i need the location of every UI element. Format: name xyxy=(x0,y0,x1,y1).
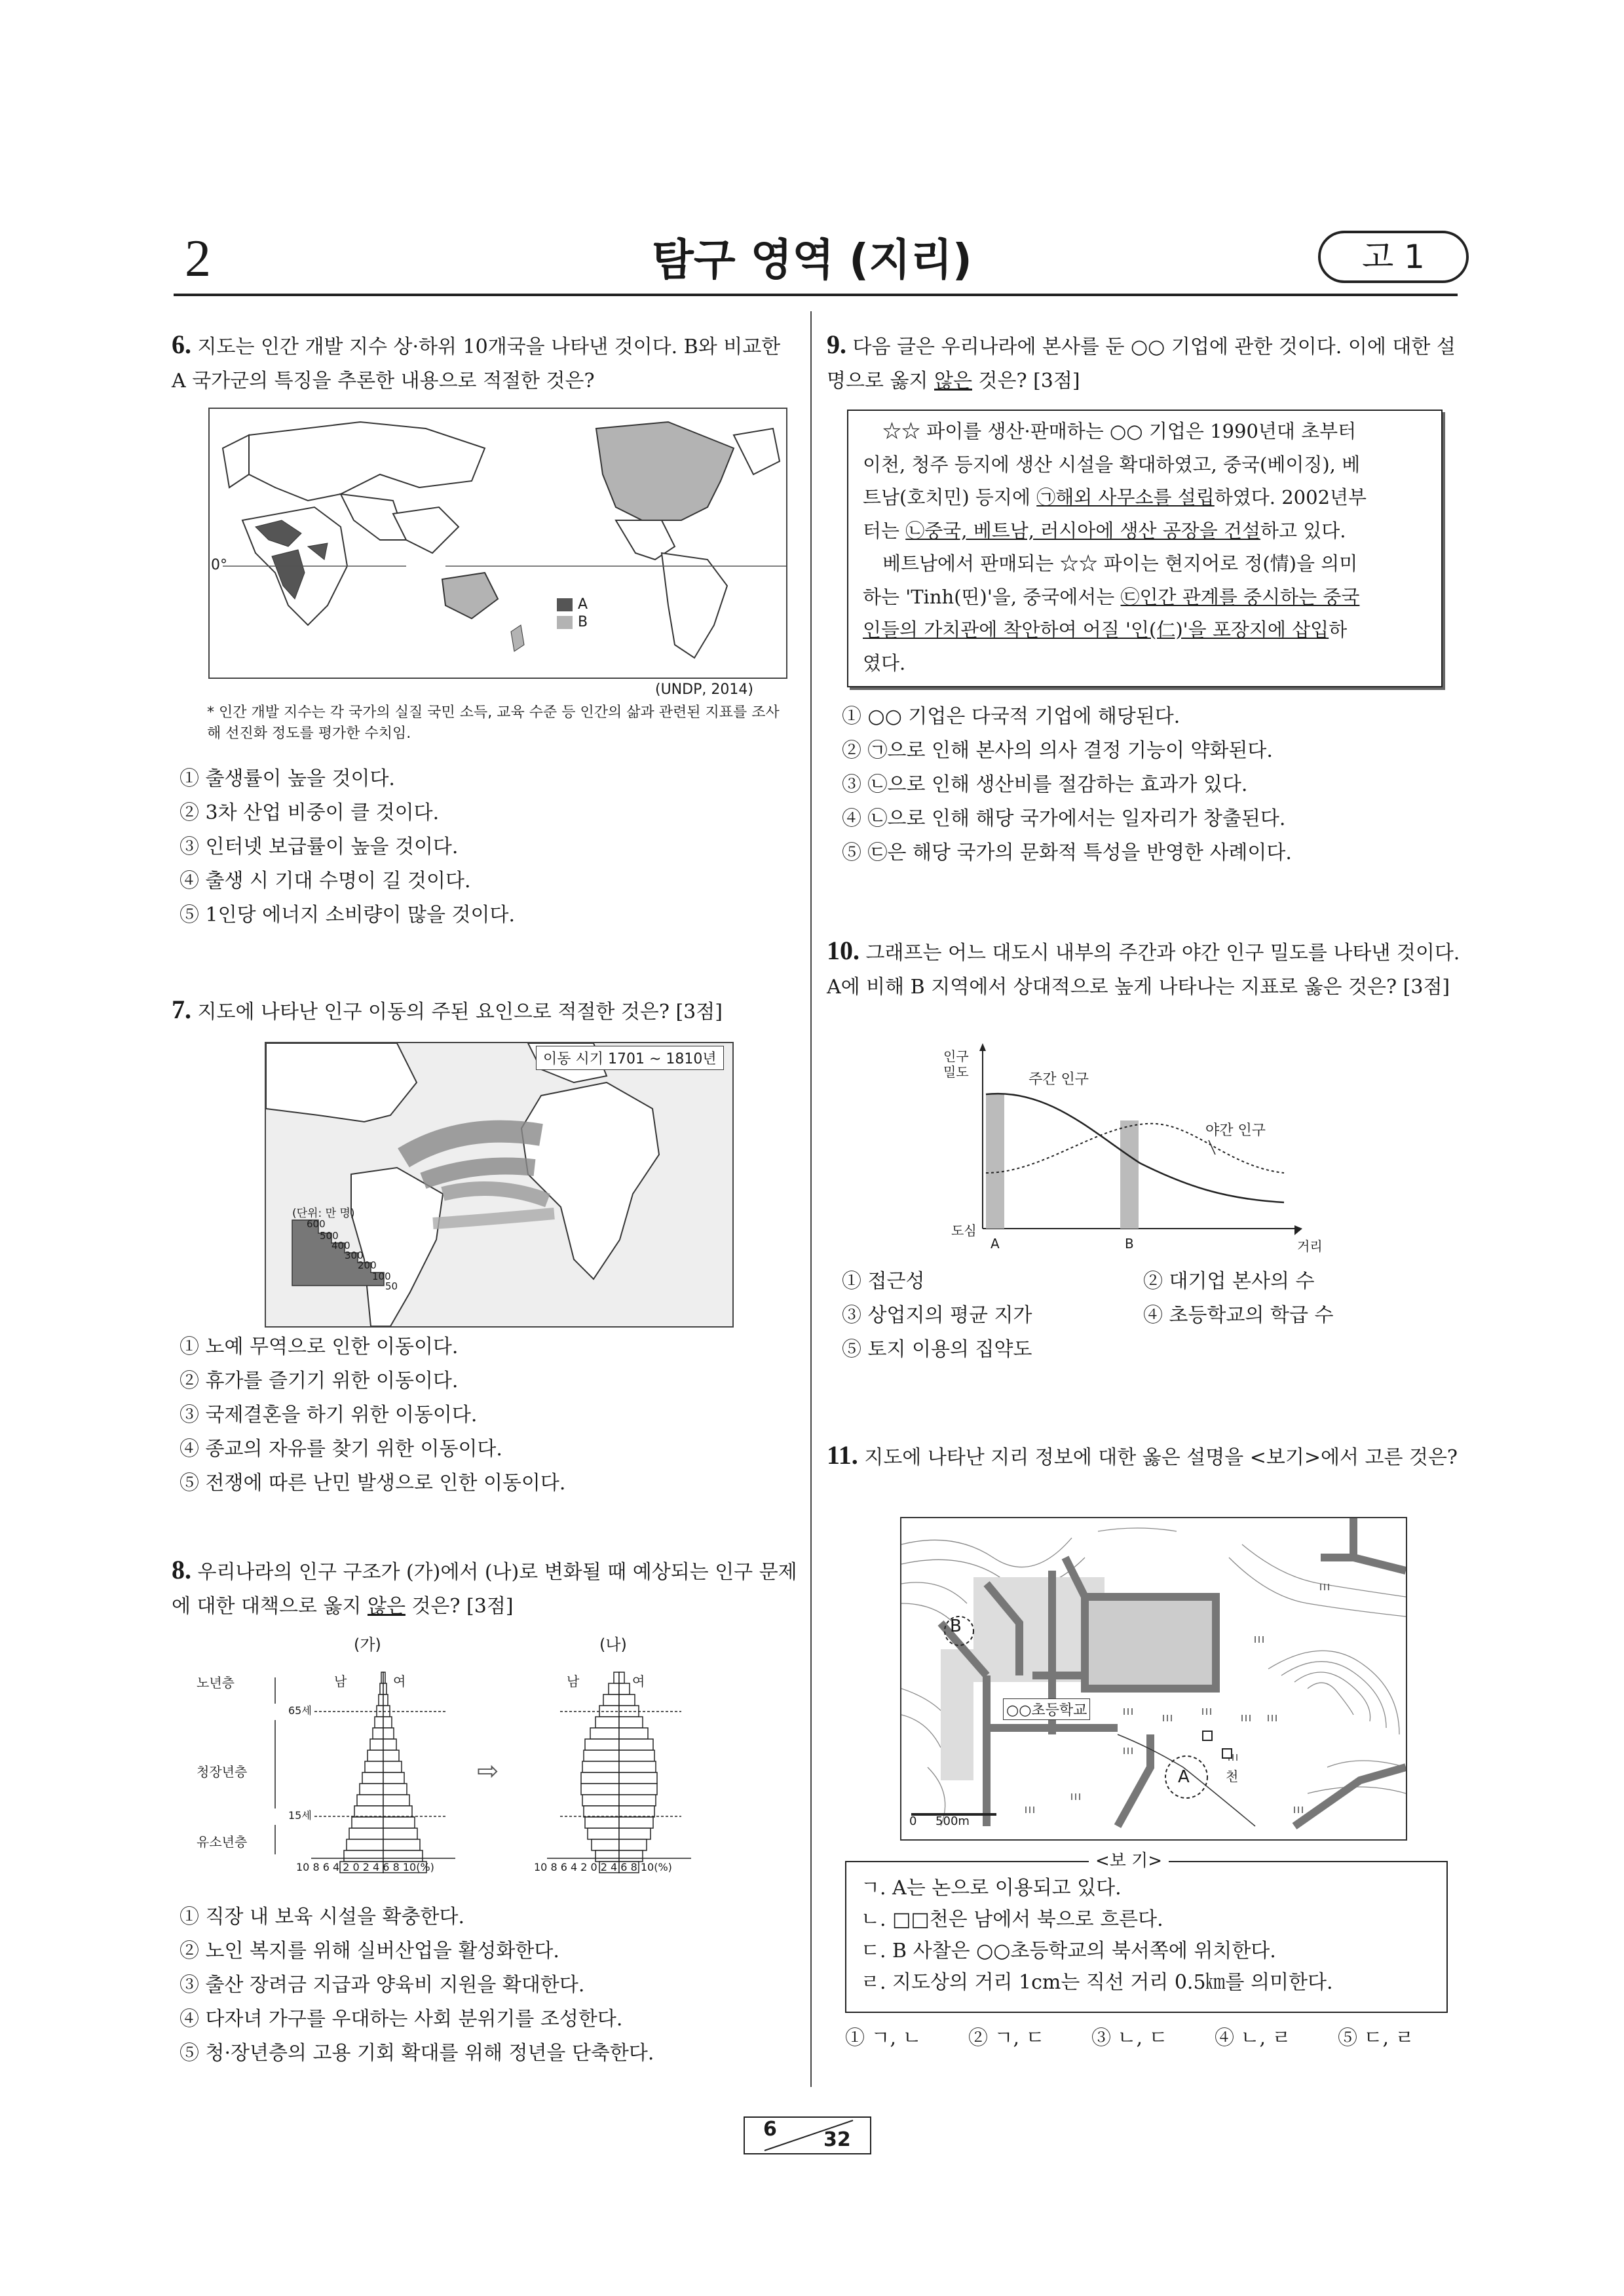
pyramid-bar xyxy=(619,1806,654,1817)
option[interactable]: ④ 다자녀 가구를 우대하는 사회 분위기를 조성한다. xyxy=(179,2008,623,2031)
option[interactable]: ① ○○ 기업은 다국적 기업에 해당된다. xyxy=(842,705,1180,728)
pyramid-bar xyxy=(619,1728,648,1739)
option[interactable]: ③ 국제결혼을 하기 위한 이동이다. xyxy=(179,1404,478,1426)
age-old-label: 노년층 xyxy=(197,1675,235,1691)
question-6 xyxy=(172,328,797,398)
pyramid-bar xyxy=(619,1850,643,1862)
passage-text: 하고 있다. xyxy=(1260,519,1346,542)
question-10-stem: 그래프는 어느 대도시 내부의 주간과 야간 인구 밀도를 나타낸 것이다. A에 비해 B 지역에서 상대적으로 높게 나타나는 지표로 옳은 것은? [3점] xyxy=(827,942,1460,999)
male-label-a: 남 xyxy=(334,1674,347,1689)
question-6-stem: 지도는 인간 개발 지수 상·하위 10개국을 나타낸 것이다. B와 비교한 A 국가군의 특징을 추론한 내용으로 적절한 것은? xyxy=(172,335,781,392)
question-6-number: 6. xyxy=(172,330,191,359)
pyramid-bar xyxy=(619,1817,653,1828)
option[interactable]: ② 휴가를 즐기기 위한 이동이다. xyxy=(179,1369,459,1392)
pyramid-bar xyxy=(590,1728,619,1739)
map-scale: 0 500m xyxy=(909,1814,970,1828)
passage-underline-a: ㉠해외 사무소를 설립 xyxy=(1036,486,1215,508)
question-8-underline: 않은 xyxy=(367,1595,406,1618)
question-8 xyxy=(172,1553,797,1624)
pyramid-a-label: (가) xyxy=(354,1636,381,1654)
pyramid-bar xyxy=(383,1694,388,1706)
bogi-item: ㄱ. A는 논으로 이용되고 있다. xyxy=(861,1877,1122,1900)
option[interactable]: ⑤ 토지 이용의 집약도 xyxy=(842,1338,1032,1361)
pyramid-bar xyxy=(383,1761,402,1772)
question-7-number: 7. xyxy=(172,995,191,1024)
passage-text: 터는 xyxy=(863,519,906,542)
pyramid-bar xyxy=(383,1750,399,1761)
option[interactable]: ④ 출생 시 기대 수명이 길 것이다. xyxy=(179,870,471,892)
migration-unit: (단위: 만 명) xyxy=(292,1207,355,1220)
option[interactable]: ② 3차 산업 비중이 클 것이다. xyxy=(179,801,440,824)
passage-text: 하는 'Tinh(띤)'을, 중국에서는 xyxy=(863,585,1121,608)
pyramid-bar xyxy=(383,1772,404,1784)
option[interactable]: ② ㄱ, ㄷ xyxy=(968,2027,1045,2050)
pyramid-b-label: (나) xyxy=(599,1636,627,1654)
passage-line-3 xyxy=(863,481,1433,514)
legend-a: A xyxy=(578,596,588,613)
pyramid-bar xyxy=(365,1761,383,1772)
school-label: ○○초등학교 xyxy=(1003,1698,1090,1720)
stream-label: 천 xyxy=(1226,1769,1239,1784)
option[interactable]: ③ 출산 장려금 지급과 양육비 지원을 확대한다. xyxy=(179,1974,585,1997)
scale-600: 600 xyxy=(307,1218,326,1230)
pyramid-bar xyxy=(619,1694,635,1706)
migration-map xyxy=(265,1042,734,1328)
pyramid-bar xyxy=(603,1694,619,1706)
pyramid-bar xyxy=(379,1694,383,1706)
pyramid-bar xyxy=(383,1672,385,1683)
passage-text: 하였다. 2002년부 xyxy=(1214,486,1367,508)
pyramid-bar xyxy=(383,1795,409,1806)
question-9 xyxy=(827,328,1462,398)
age-work-label: 청장년층 xyxy=(197,1764,248,1780)
density-graph xyxy=(930,1042,1350,1258)
pyramid-bar xyxy=(368,1750,383,1761)
bogi-box xyxy=(845,1851,1448,2013)
hdi-note: * 인간 개발 지수는 각 국가의 실질 국민 소득, 교육 수준 등 인간의 삶과 관련된 지표를 조사해 선진화 정도를 평가한 수치임. xyxy=(207,704,780,742)
map-source: (UNDP, 2014) xyxy=(655,681,753,698)
page-counter xyxy=(744,2116,871,2154)
pyramid-bar xyxy=(585,1739,619,1750)
graph-ylabel-1: 인구 xyxy=(943,1048,969,1064)
pyramid-bar xyxy=(383,1850,423,1862)
point-a-label: A xyxy=(991,1236,1000,1252)
pyramid-bar xyxy=(581,1772,619,1784)
pyramid-bar xyxy=(354,1806,383,1817)
passage-line-7 xyxy=(863,613,1433,647)
pyramid-bar xyxy=(375,1717,383,1728)
scale-50: 50 xyxy=(385,1280,398,1292)
pyramid-bar xyxy=(383,1739,396,1750)
question-6-options xyxy=(179,762,515,932)
option[interactable]: ③ 상업지의 평균 지가 xyxy=(842,1304,1032,1327)
option[interactable]: ③ ㉡으로 인해 생산비를 절감하는 효과가 있다. xyxy=(842,773,1248,796)
passage-text: 트남(호치민) 등지에 xyxy=(863,486,1037,508)
question-9-number: 9. xyxy=(827,330,846,359)
temple-b-label: B xyxy=(950,1617,962,1636)
scale-200: 200 xyxy=(358,1259,377,1271)
pyramid-bar xyxy=(619,1739,653,1750)
legend-b: B xyxy=(578,614,588,630)
question-11 xyxy=(827,1438,1462,1475)
page-title: 탐구 영역 (지리) xyxy=(652,235,972,285)
pyramid-bar xyxy=(373,1728,383,1739)
pyramid-bar xyxy=(383,1839,420,1850)
male-label-b: 남 xyxy=(567,1674,580,1689)
day-pop-label: 주간 인구 xyxy=(1029,1071,1089,1088)
pyramid-bar xyxy=(585,1817,619,1828)
pyramid-bar xyxy=(619,1839,647,1850)
pyramid-bar xyxy=(582,1761,619,1772)
q9-passage-box xyxy=(847,410,1443,687)
option[interactable]: ② ㉠으로 인해 본사의 의사 결정 기능이 약화된다. xyxy=(842,739,1273,762)
option[interactable]: ① 접근성 xyxy=(842,1270,925,1293)
option[interactable]: ④ ㄴ, ㄹ xyxy=(1215,2027,1291,2050)
scale-500: 500 xyxy=(320,1230,339,1242)
pyramid-bar xyxy=(595,1717,619,1728)
equator-label: 0° xyxy=(211,557,227,573)
graph-ylabel-2: 밀도 xyxy=(943,1064,969,1080)
option[interactable]: ④ 초등학교의 학급 수 xyxy=(1143,1304,1334,1327)
pyramid-bar xyxy=(349,1828,383,1839)
pyramid-bar xyxy=(582,1795,619,1806)
option[interactable]: ⑤ 전쟁에 따른 난민 발생으로 인한 이동이다. xyxy=(179,1472,566,1495)
question-8-stem-pre: 우리나라의 인구 구조가 (가)에서 (나)로 변화될 때 예상되는 인구 문제에 대한 대책으로 옳지 xyxy=(172,1561,797,1618)
question-7-options xyxy=(179,1330,565,1501)
migration-period: 이동 시기 1701 ~ 1810년 xyxy=(536,1046,724,1070)
passage-underline-c: ㉢인간 관계를 중시하는 중국 xyxy=(1120,585,1360,608)
pyramid-bar xyxy=(595,1850,619,1862)
age-65-label: 65세 xyxy=(288,1704,312,1717)
header-rule xyxy=(174,294,1458,296)
scale-300: 300 xyxy=(345,1250,364,1261)
pyramid-bar xyxy=(581,1784,619,1795)
topographic-map xyxy=(900,1517,1407,1841)
passage-line-8: 였다. xyxy=(863,651,906,674)
axis-b: 10 8 6 4 2 0 2 4 6 8 10(%) xyxy=(534,1861,672,1873)
pyramid-bar xyxy=(383,1784,407,1795)
arrow-icon: ⇨ xyxy=(477,1756,499,1786)
question-8-number: 8. xyxy=(172,1555,191,1584)
pyramid-bar xyxy=(619,1828,651,1839)
xlabel: 거리 xyxy=(1297,1238,1323,1254)
age-15-label: 15세 xyxy=(288,1809,312,1822)
pyramid-bar xyxy=(344,1850,383,1862)
axis-a: 10 8 6 4 2 0 2 4 6 8 10(%) xyxy=(296,1861,434,1873)
pyramid-bar xyxy=(619,1717,643,1728)
pyramid-bar xyxy=(619,1761,656,1772)
passage-line-1: ☆☆ 파이를 생산·판매하는 ○○ 기업은 1990년대 초부터 xyxy=(882,420,1357,442)
pyramid-bar xyxy=(383,1717,392,1728)
page-number: 2 xyxy=(185,230,211,288)
pyramid-bar xyxy=(383,1728,394,1739)
pyramid-bar xyxy=(370,1739,383,1750)
option[interactable]: ⑤ 청·장년층의 고용 기회 확대를 위해 정년을 단축한다. xyxy=(179,2042,654,2065)
question-9-options xyxy=(842,700,1292,870)
bogi-title: <보 기> xyxy=(1089,1849,1169,1873)
total-pages: 32 xyxy=(823,2128,851,2151)
option[interactable]: ① 노예 무역으로 인한 이동이다. xyxy=(179,1335,459,1358)
pyramid-bar xyxy=(619,1784,657,1795)
pyramid-bar xyxy=(362,1772,383,1784)
question-7-stem: 지도에 나타난 인구 이동의 주된 요인으로 적절한 것은? [3점] xyxy=(197,1001,723,1024)
female-label-b: 여 xyxy=(632,1674,645,1689)
world-map-hdi xyxy=(208,408,787,679)
pyramid-bar xyxy=(383,1806,412,1817)
pyramid-bar xyxy=(619,1683,630,1694)
option[interactable]: ⑤ 1인당 에너지 소비량이 많을 것이다. xyxy=(179,904,516,927)
question-8-options xyxy=(179,1900,654,2071)
option[interactable]: ① 출생률이 높을 것이다. xyxy=(179,767,395,790)
female-label-a: 여 xyxy=(393,1674,406,1689)
option[interactable]: ⑤ ㄷ, ㄹ xyxy=(1338,2027,1414,2050)
option[interactable]: ② 노인 복지를 위해 실버산업을 활성화한다. xyxy=(179,1940,559,1962)
option[interactable]: ④ 종교의 자유를 찾기 위한 이동이다. xyxy=(179,1438,502,1461)
pyramid-bar xyxy=(584,1750,619,1761)
option[interactable]: ① 직장 내 보육 시설을 확충한다. xyxy=(179,1905,464,1928)
option[interactable]: ③ ㄴ, ㄷ xyxy=(1091,2027,1168,2050)
area-a-label: A xyxy=(1178,1767,1190,1787)
pyramid-bar xyxy=(357,1795,383,1806)
passage-text: 하 xyxy=(1329,619,1348,641)
passage-line-6 xyxy=(863,581,1433,614)
passage-underline-b: ㉡중국, 베트남, 러시아에 생산 공장을 건설 xyxy=(905,519,1261,542)
pyramid-bar xyxy=(619,1750,654,1761)
question-9-stem-post: 것은? [3점] xyxy=(972,370,1080,392)
passage-underline-c2: 인들의 가치관에 착안하여 어질 '인(仁)'을 포장지에 삽입 xyxy=(863,619,1329,641)
question-9-underline: 않은 xyxy=(934,370,972,392)
question-7 xyxy=(172,993,797,1029)
question-11-number: 11. xyxy=(827,1440,858,1470)
scale-100: 100 xyxy=(372,1271,391,1282)
pyramid-bar xyxy=(588,1828,619,1839)
pyramid-bar xyxy=(609,1683,619,1694)
pyramid-bar xyxy=(592,1839,619,1850)
option[interactable]: ① ㄱ, ㄴ xyxy=(845,2027,922,2050)
column-divider xyxy=(810,311,812,2087)
population-pyramids xyxy=(197,1632,786,1881)
origin-label: 도심 xyxy=(951,1223,977,1238)
option[interactable]: ④ ㉡으로 인해 해당 국가에서는 일자리가 창출된다. xyxy=(842,807,1286,830)
night-pop-label: 야간 인구 xyxy=(1205,1122,1266,1139)
pyramid-bar xyxy=(619,1795,656,1806)
question-11-stem: 지도에 나타난 지리 정보에 대한 옳은 설명을 <보기>에서 고른 것은? xyxy=(864,1446,1458,1469)
pyramid-bar xyxy=(383,1817,415,1828)
pyramid-bar xyxy=(347,1839,383,1850)
option[interactable]: ⑤ ㉢은 해당 국가의 문화적 특성을 반영한 사례이다. xyxy=(842,841,1292,864)
grade-label: 고 1 xyxy=(1361,238,1425,276)
pyramid-bar xyxy=(614,1672,619,1683)
current-page: 6 xyxy=(763,2118,777,2141)
age-young-label: 유소년층 xyxy=(197,1834,248,1850)
option[interactable]: ③ 인터넷 보급률이 높을 것이다. xyxy=(179,835,459,858)
question-9-stem-pre: 다음 글은 우리나라에 본사를 둔 ○○ 기업에 관한 것이다. 이에 대한 설명으로 옳지 xyxy=(827,335,1456,392)
question-10 xyxy=(827,934,1462,1004)
point-b-label: B xyxy=(1125,1236,1134,1252)
bogi-item: ㄴ. □□천은 남에서 북으로 흐른다. xyxy=(861,1908,1163,1931)
option[interactable]: ② 대기업 본사의 수 xyxy=(1143,1270,1315,1293)
pyramid-bar xyxy=(619,1772,657,1784)
pyramid-bar xyxy=(360,1784,383,1795)
passage-line-5: 베트남에서 판매되는 ☆☆ 파이는 현지어로 정(情)을 의미 xyxy=(882,552,1358,575)
pyramid-bar xyxy=(584,1806,619,1817)
pyramid-bar xyxy=(352,1817,383,1828)
pyramid-bar xyxy=(383,1683,387,1694)
pyramid-bar xyxy=(619,1672,624,1683)
scale-400: 400 xyxy=(331,1240,350,1252)
passage-line-4 xyxy=(863,514,1433,548)
question-8-stem-post: 것은? [3점] xyxy=(405,1595,514,1618)
bogi-item: ㄷ. B 사찰은 ○○초등학교의 북서쪽에 위치한다. xyxy=(861,1940,1276,1962)
passage-line-2: 이천, 청주 등지에 생산 시설을 확대하였고, 중국(베이징), 베 xyxy=(863,453,1361,476)
question-10-number: 10. xyxy=(827,936,859,965)
bogi-item: ㄹ. 지도상의 거리 1cm는 직선 거리 0.5㎞를 의미한다. xyxy=(861,1971,1333,1994)
pyramid-bar xyxy=(383,1828,417,1839)
